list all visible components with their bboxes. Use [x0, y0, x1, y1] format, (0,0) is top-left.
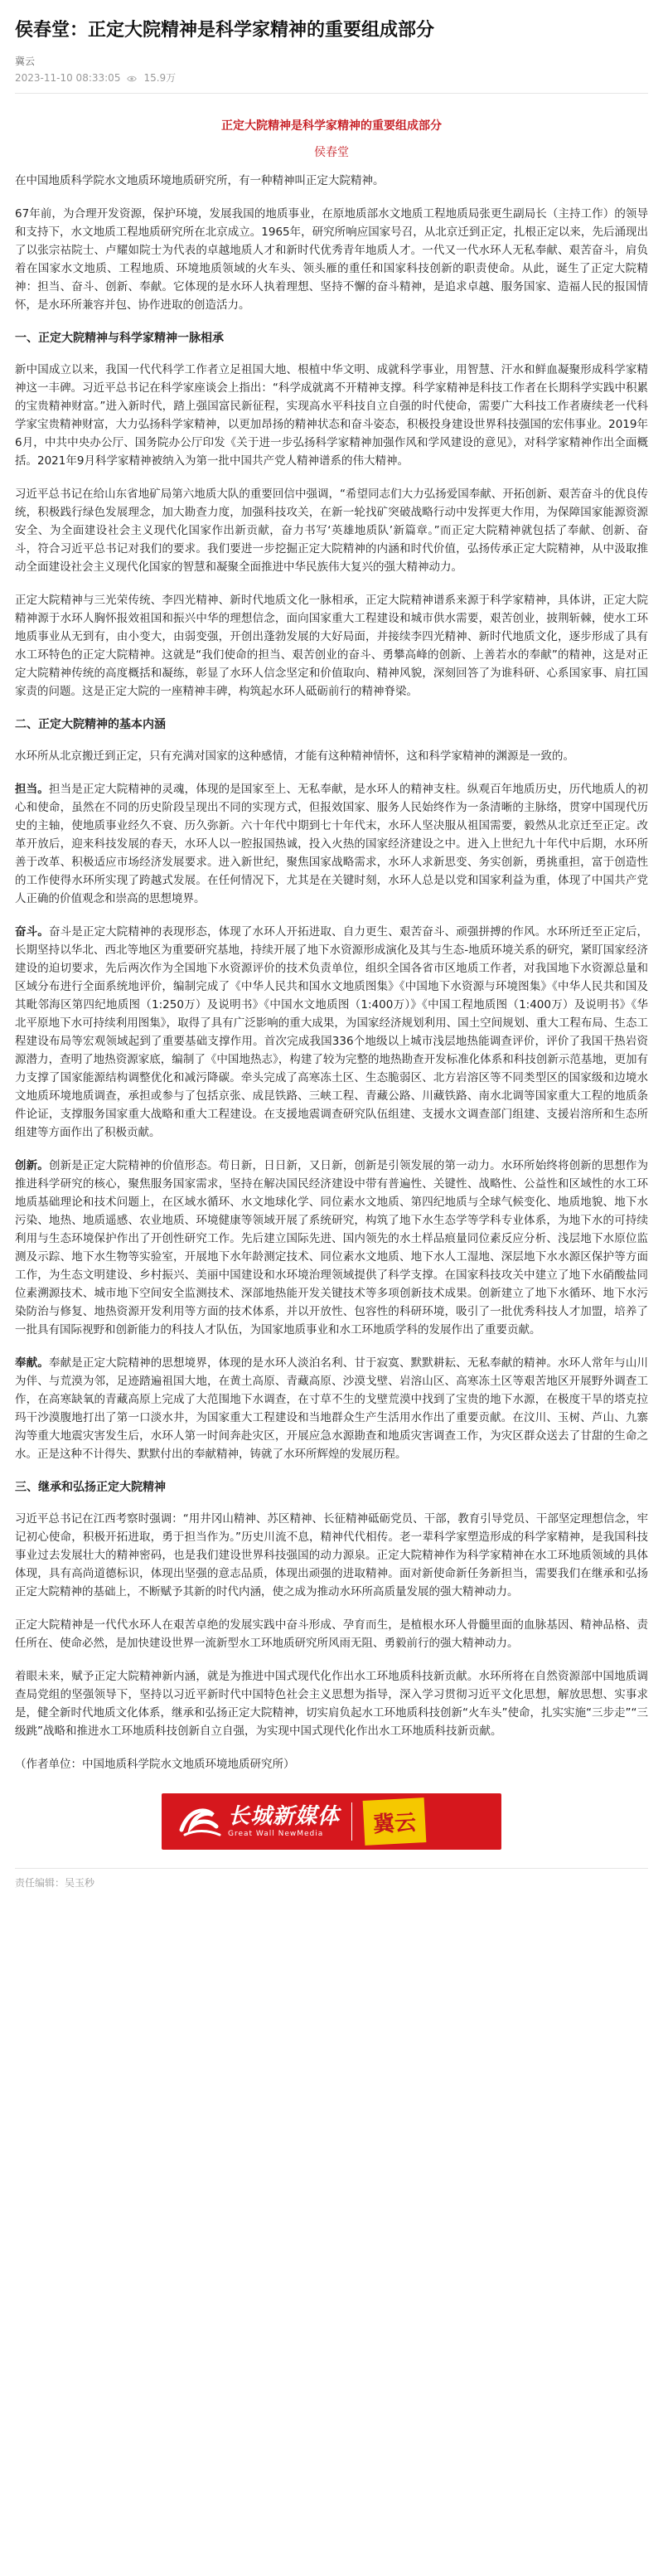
- paragraph: 正定大院精神与三光荣传统、李四光精神、新时代地质文化一脉相承，正定大院精神谱系来源于科学家精神，具体讲，正定大院精神源于水环人胸怀报效祖国和振兴中华的理想信念，面向国家重大工程建设和城市供水需要，艰苦创业，披荆斩棘，使水工环地质事业从无到有，由小变大，由弱变强，开创出蓬勃发展的大好局面，并接续李四光精神、新时代地质文化，逐步形成了具有水工环特色的正定大院精神。这就是“我们使命的担当、艰苦创业的奋斗、勇攀高峰的创新、上善若水的奉献”的精神，这是对正定大院精神传统的高度概括和凝练，彰显了水环人信念坚定和价值取向、精神风貌，深刻回答了为谁科研、心系国家事、肩扛国家责的问题。这是正定大院的一座精神丰碑，构筑起水环人砥砺前行的精神脊梁。: [15, 594, 648, 698]
- article-meta: [15, 71, 648, 85]
- article-title: 侯春堂：正定大院精神是科学家精神的重要组成部分: [15, 20, 435, 41]
- paragraph: 着眼未来，赋予正定大院精神新内涵，就是为推进中国式现代化作出水工环地质科技新贡献。水环所将在自然资源部中国地质调查局党组的坚强领导下，坚持以习近平新时代中国特色社会主义思想为指导，深入学习贯彻习近平文化思想，解放思想、实事求是，健全新时代地质文化体系，继承和弘扬正定大院精神，切实肩负起水工环地质科技创新“火车头”使命，扎实实施“三步走”“三级跳”战略和推进水工环地质科技创新自立自强，为实现中国式现代化作出水工环地质科技新贡献。: [15, 1670, 648, 1738]
- logo-sub-text: Great Wall NewMedia: [228, 1830, 324, 1838]
- paragraph: [15, 1157, 648, 1339]
- paragraph-text: 担当是正定大院精神的灵魂，体现的是国家至上、无私奉献，是水环人的精神支柱。纵观百年地质历史，历代地质人的初心和使命，虽然在不同的历史阶段呈现出不同的实现方式，但报效国家、服务人民始终作为一条清晰的主脉络，贯穿中国现代历史的主轴，使地质事业经久不衰、历久弥新。六十年代中期到七十年代末，水环人坚决服从祖国需要，毅然从北京迁至正定。改革开放后，迎来科技发展的春天，水环人以一腔报国热诚，投入火热的国家经济建设之中。进入上世纪九十年代中后期，水环所善于改革、积极适应市场经济发展要求。进入新世纪，聚焦国家战略需求，水环人求新思变、务实创新，勇挑重担，富于创造性的工作使得水环所实现了跨越式发展。在任何情况下，尤其是在关键时刻，水环人总是以党和国家利益为重，体现了中国共产党人正确的价值观念和崇高的思想境界。: [15, 783, 648, 905]
- paragraph-text: 奉献是正定大院精神的思想境界，体现的是水环人淡泊名利、甘于寂寞、默默耕耘、无私奉献的精神。水环人常年与山川为伴、与荒漠为邻，足迹踏遍祖国大地，在黄土高原、青藏高原、沙漠戈壁、岩溶山区、高寒冻土区等艰苦地区开展野外调查工作，在高寒缺氧的青藏高原上完成了大范围地下水调查，在寸草不生的戈壁荒漠中找到了宝贵的地下水源，在极度干旱的塔克拉玛干沙漠腹地打出了第一口淡水井，为国家重大工程建设和当地群众生产生活用水作出了重要贡献。在汶川、玉树、芦山、九寨沟等重大地震灾害发生后，水环人第一时间奔赴灾区，开展应急水源勘查和地质灾害调查工作，为灾区群众送去了甘甜的生命之水。正是这种不计得失、默默付出的奉献精神，铸就了水环所辉煌的发展历程。: [15, 1356, 648, 1461]
- article-body: [0, 117, 663, 1850]
- publish-datetime: 2023-11-10 08:33:05: [15, 72, 121, 84]
- logo-banner: [162, 1793, 501, 1850]
- paragraph: [15, 1354, 648, 1463]
- paragraph: 习近平总书记在给山东省地矿局第六地质大队的重要回信中强调，“希望同志们大力弘扬爱国奉献、开拓创新、艰苦奋斗的优良传统，积极践行绿色发展理念，加大勘查力度，加强科技攻关，在新一轮找矿突破战略行动中发挥更大作用，为保障国家能源资源安全、为全面建设社会主义现代化国家作出新贡献，奋力书写‘英雄地质队’新篇章。”而正定大院精神就包括了奉献、创新、奋斗，符合习近平总书记对我们的要求。我们要进一步挖掘正定大院精神的内涵和时代价值，弘扬传承正定大院精神，从中汲取推动全面建设社会主义现代化国家的智慧和凝聚全面推进中华民族伟大复兴的强大精神动力。: [15, 488, 648, 574]
- paragraph-lead: 奋斗。: [15, 925, 49, 939]
- paragraph: 新中国成立以来，我国一代代科学工作者立足祖国大地、根植中华文明、成就科学事业，用智慧、汗水和鲜血凝聚形成科学家精神这一丰碑。习近平总书记在科学家座谈会上指出：“科学成就离不开精神支撑。科学家精神是科技工作者在长期科学实践中积累的宝贵精神财富。”进入新时代，踏上强国富民新征程，实现高水平科技自立自强的时代使命，需要广大科技工作者赓续老一代科学家宝贵精神财富，大力弘扬科学家精神，以更加昂扬的精神状态和奋斗姿态，积极投身建设世界科技强国的宏伟事业。2019年6月，中共中央办公厅、国务院办公厅印发《关于进一步弘扬科学家精神加强作风和学风建设的意见》，对科学家精神作出全面概括。2021年9月科学家精神被纳入为第一批中国共产党人精神谱系的伟大精神。: [15, 363, 648, 468]
- paragraph: 67年前，为合理开发资源，保护环境，发展我国的地质事业，在原地质部水文地质工程地质局张更生副局长（主持工作）的领导和支持下，水文地质工程地质研究所在北京成立。1965年，研究所响应国家号召，从北京迁到正定，扎根正定以来，先后涌现出了以张宗祜院士、卢耀如院士为代表的卓越地质人才和新时代优秀青年地质人才。一代又一代水环人无私奉献、艰苦奋斗，肩负着在国家水文地质、工程地质、环境地质领域的火车头、领头雁的重任和国家科技创新的职责使命。从此，诞生了正定大院精神：担当、奋斗、创新、奉献。它体现的是水环人执着理想、坚持不懈的奋斗精神，是追求卓越、服务国家、造福人民的报国情怀，是水环所兼容并包、协作进取的创造活力。: [15, 207, 648, 312]
- paragraph: [15, 923, 648, 1142]
- logo-main-text: 长城新媒体: [228, 1804, 341, 1829]
- paragraph: 习近平总书记在江西考察时强调：“用井冈山精神、苏区精神、长征精神砥砺党员、干部，教育引导党员、干部坚定理想信念，牢记初心使命，积极开拓进取，勇于担当作为。”历史川流不息，精神代代相传。老一辈科学家塑造形成的科学家精神，是我国科技事业过去发展壮大的精神密码，也是我们建设世界科技强国的动力源泉。正定大院精神作为科学家精神在水工环地质领域的具体体现，具有高尚道德标识，体现出坚强的意志品质，体现出顽强的进取精神。面对新使命新任务新担当，需要我们在继承和弘扬正定大院精神的基础上，不断赋予其新的时代内涵，使之成为推动水环所高质量发展的强大精神动力。: [15, 1512, 648, 1598]
- paragraph: 正定大院精神是一代代水环人在艰苦卓绝的发展实践中奋斗形成、孕育而生，是植根水环人骨髓里面的血脉基因、精神品格、责任所在、使命必然，是加快建设世界一流新型水工环地质研究所风雨无阻、勇毅前行的强大精神动力。: [15, 1618, 648, 1650]
- paragraph: [15, 780, 648, 908]
- eye-icon: [127, 71, 137, 85]
- media-logo: [15, 1793, 648, 1850]
- view-count: 15.9万: [143, 72, 177, 84]
- header-divider: [15, 93, 648, 94]
- paragraph-lead: 担当。: [15, 783, 49, 796]
- paragraph-lead: 创新。: [15, 1159, 49, 1172]
- jiyun-seal: 冀云: [363, 1797, 427, 1846]
- author-attribution: （作者单位：中国地质科学院水文地质环境地质研究所）: [15, 1758, 295, 1771]
- logo-divider: [351, 1802, 352, 1841]
- section-heading: 三、继承和弘扬正定大院精神: [15, 1481, 166, 1494]
- paragraph: 在中国地质科学院水文地质环境地质研究所，有一种精神叫正定大院精神。: [15, 174, 385, 187]
- content-author: 侯春堂: [314, 146, 349, 159]
- paragraph-text: 创新是正定大院精神的价值形态。苟日新，日日新，又日新，创新是引领发展的第一动力。水环所始终将创新的思想作为推进科学研究的核心，聚焦服务国家需求，坚持在解决国民经济建设中带有普遍性、关键性、战略性、公益性和区域性的水工环地质基础理论和技术问题上，在区域水循环、水文地球化学、同位素水文地质、第四纪地质与全球气候变化、地质地貌、地下水污染、地热、地质遥感、农业地质、环境健康等领域开展了系统研究，构筑了地下水生态学等学科专业体系，为地下水的可持续利用与生态环境保护作出了开创性研究工作。先后建立国际先进、国内领先的水土样品痕量同位素反应分析、浅层地下水原位监测及示踪、地下水生物等实验室，开展地下水年龄测定技术、同位素水文地质、地下水人工湿地、深层地下水水源区保护等方面工作，为生态文明建设、乡村振兴、美丽中国建设和水环境治理领域提供了科学支撑。在国家科技攻关中建立了地下水硝酸盐同位素溯源技术、城市地下空间安全监测技术、深部地热能开发关键技术等多项创新技术成果。创新建立了地下水循环、地下水污染防治与修复、地热资源开发利用等方面的技术体系，并以开放性、包容性的科研环境，吸引了一批优秀科技人才加盟，培养了一批具有国际视野和创新能力的科技人才队伍，为国家地质事业和水工环地质学科的发展作出了重要贡献。: [15, 1159, 648, 1337]
- responsible-editor: 责任编辑：吴玉秒: [15, 1877, 95, 1889]
- content-title: 正定大院精神是科学家精神的重要组成部分: [221, 119, 442, 133]
- paragraph-text: 奋斗是正定大院精神的表现形态，体现了水环人开拓进取、自力更生、艰苦奋斗、顽强拼搏的作风。水环所迁至正定后，长期坚持以华北、西北等地区为重要研究基地，持续开展了地下水资源形成演化及其与生态-地质环境关系的研究，紧盯国家经济建设的迫切要求，先后两次作为全国地下水资源评价的技术负责单位，组织全国各省市区地质工作者，对我国地下水资源总量和区域分布进行全面系统地评价，编制完成了《中华人民共和国水文地质图集》《中国地下水资源与环境图集》《中华人民共和国及其毗邻海区第四纪地质图（1:250万）及说明书》《中国水文地质图（1:400万）》《中国工程地质图（1:400万）及说明书》《华北平原地下水可持续利用图集》，取得了具有广泛影响的重大成果，为国家经济规划利用、国土空间规划、重大工程布局、生态工程建设布局等宏观领域起到了重要基础支撑作用。首次完成我国336个地级以上城市浅层地热能调查评价，评价了我国干热岩资源潜力，查明了地热资源家底，编制了《中国地热志》，构建了较为完整的地热勘查开发标准化体系和科技创新示范基地，更加有力支撑了国家能源结构调整优化和减污降碳。牵头完成了高寒冻土区、生态脆弱区、北方岩溶区等不同类型区的国家级和边境水文地质环境地质调查，承担或参与了包括京张、成昆铁路、三峡工程、青藏公路、川藏铁路、南水北调等国家重大工程的地质条件论证，支撑服务国家重大战略和重大工程建设。在支援地震调查研究队伍组建、支援水文调查部门组建、支援岩溶所和生态所组建等方面作出了积极贡献。: [15, 925, 648, 1139]
- footer-divider: [15, 1868, 648, 1869]
- great-wall-swirl-icon: [177, 1802, 225, 1841]
- article-source[interactable]: 冀云: [15, 56, 36, 67]
- section-heading: 一、正定大院精神与科学家精神一脉相承: [15, 332, 224, 345]
- paragraph-lead: 奉献。: [15, 1356, 49, 1370]
- article-header: [0, 0, 663, 85]
- paragraph: 水环所从北京搬迁到正定，只有充满对国家的这种感情，才能有这种精神情怀，这和科学家精神的渊源是一致的。: [15, 750, 574, 763]
- section-heading: 二、正定大院精神的基本内涵: [15, 718, 166, 731]
